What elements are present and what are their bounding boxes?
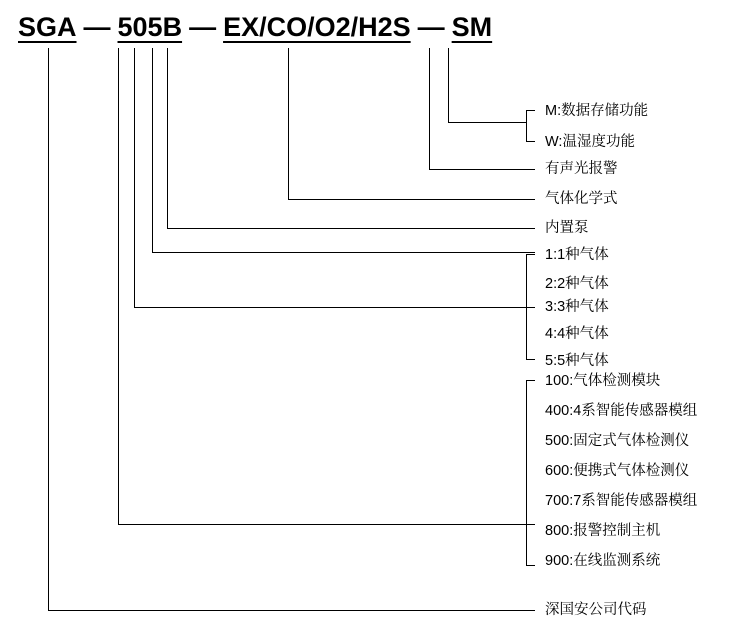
code-segment-series: 505B — [117, 12, 183, 42]
label-series-500: 500:固定式气体检测仪 — [545, 433, 690, 449]
label-gas-count-4: 4:4种气体 — [545, 326, 609, 342]
leader-horizontal-pump — [152, 252, 535, 253]
label-alarm: 有声光报警 — [545, 161, 618, 177]
label-gas-formula: 气体化学式 — [545, 191, 618, 207]
code-segment-company: SGA — [18, 12, 77, 42]
label-suffix-m: M:数据存储功能 — [545, 103, 649, 119]
label-gas-count-5: 5:5种气体 — [545, 353, 609, 369]
label-suffix-w: W:温湿度功能 — [545, 134, 635, 150]
label-series-800: 800:报警控制主机 — [545, 523, 661, 539]
leader-horizontal-gas-count — [134, 307, 535, 308]
leader-vertical-pump — [152, 48, 153, 252]
label-series-400: 400:4系智能传感器模组 — [545, 403, 698, 419]
leader-vertical-suffix — [448, 48, 449, 122]
label-gas-count-2: 2:2种气体 — [545, 276, 609, 292]
label-gas-count-3: 3:3种气体 — [545, 299, 609, 315]
label-pump: 内置泵 — [545, 220, 589, 236]
leader-vertical-alarm — [429, 48, 430, 169]
label-series-100: 100:气体检测模块 — [545, 373, 661, 389]
label-company-code: 深国安公司代码 — [545, 602, 647, 618]
leader-vertical-gas-count — [134, 48, 135, 307]
bracket-suffix — [526, 110, 535, 142]
bracket-series — [526, 380, 535, 566]
bracket-gas-count — [526, 254, 535, 360]
leader-horizontal-model-digit — [167, 228, 535, 229]
label-series-600: 600:便携式气体检测仪 — [545, 463, 690, 479]
leader-horizontal-series — [118, 524, 535, 525]
leader-vertical-gas-formula — [288, 48, 289, 199]
leader-horizontal-company — [48, 610, 535, 611]
leader-horizontal-gas-formula — [288, 199, 535, 200]
leader-horizontal-alarm — [429, 169, 535, 170]
label-series-900: 900:在线监测系统 — [545, 553, 661, 569]
product-code-line — [18, 12, 492, 43]
label-gas-count-1: 1:1种气体 — [545, 247, 609, 263]
code-separator: — — [417, 12, 445, 42]
leader-vertical-model-digit — [167, 48, 168, 228]
label-series-700: 700:7系智能传感器模组 — [545, 493, 698, 509]
code-separator: — — [189, 12, 217, 42]
code-separator: — — [83, 12, 111, 42]
leader-horizontal-suffix — [448, 122, 526, 123]
leader-vertical-series — [118, 48, 119, 524]
leader-vertical-company — [48, 48, 49, 610]
code-segment-gas: EX/CO/O2/H2S — [223, 12, 411, 42]
code-segment-suffix: SM — [451, 12, 493, 42]
